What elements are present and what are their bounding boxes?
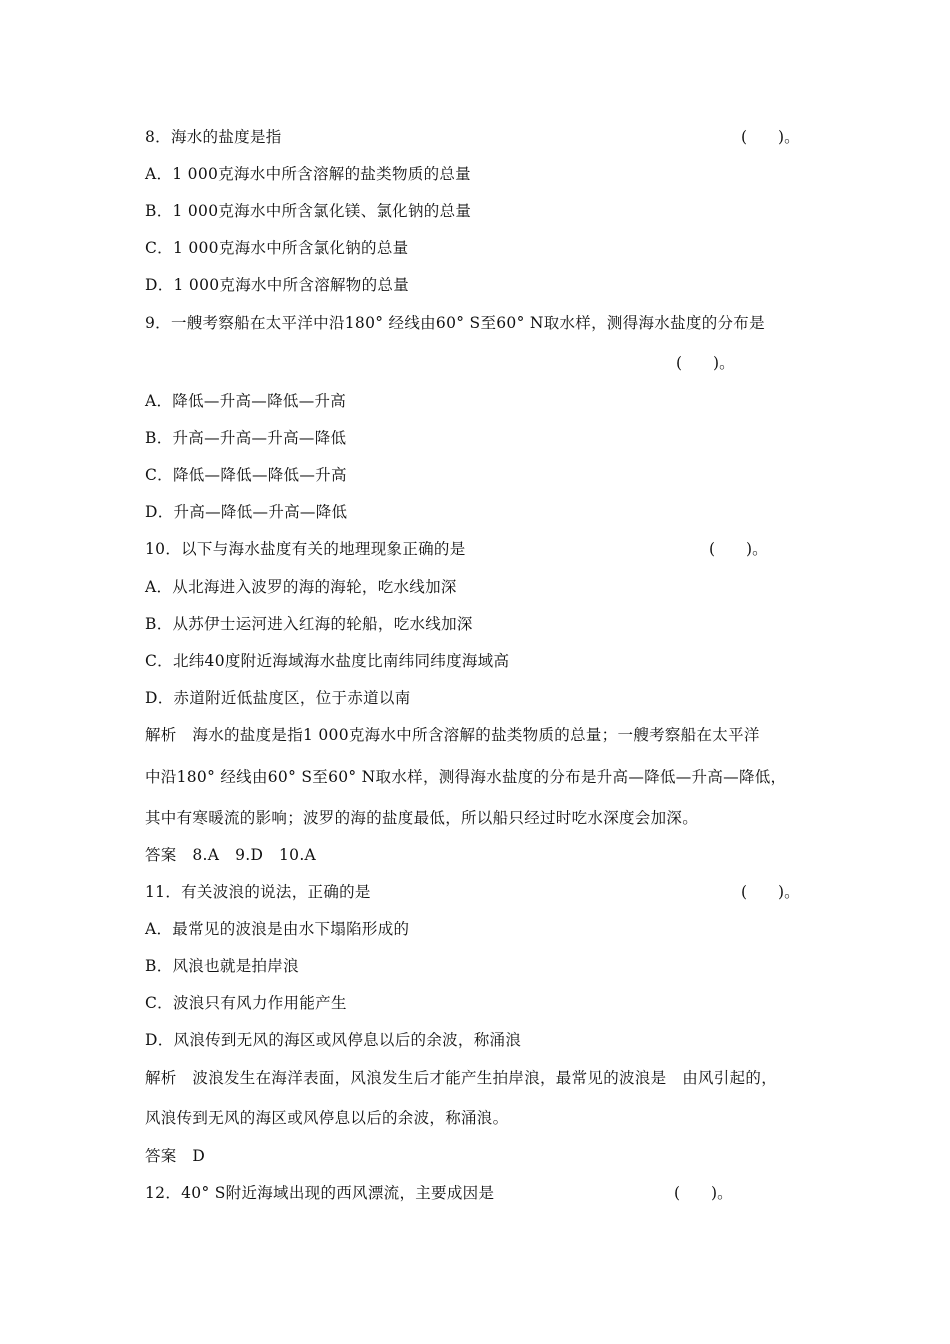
answer-1: 答案 8.A 9.D 10.A — [145, 846, 317, 864]
question-10-option-a: A．从北海进入波罗的海的海轮，吃水线加深 — [145, 578, 457, 596]
question-8-option-d: D．1 000克海水中所含溶解物的总量 — [145, 276, 410, 294]
question-8-option-c: C．1 000克海水中所含氯化钠的总量 — [145, 239, 409, 257]
question-9-answer-bracket: ( )。 — [676, 354, 735, 372]
question-10-option-d: D．赤道附近低盐度区，位于赤道以南 — [145, 689, 411, 707]
question-8-answer-bracket: ( )。 — [741, 128, 800, 146]
question-12-answer-bracket: ( )。 — [674, 1184, 733, 1202]
analysis-1-line-1: 解析 海水的盐度是指1 000克海水中所含溶解的盐类物质的总量；一艘考察船在太平洋 — [145, 726, 760, 744]
question-11-option-b: B．风浪也就是拍岸浪 — [145, 957, 299, 975]
question-11-option-c: C．波浪只有风力作用能产生 — [145, 994, 347, 1012]
question-10-stem: 10．以下与海水盐度有关的地理现象正确的是 — [145, 540, 466, 558]
question-9-stem: 9．一艘考察船在太平洋中沿180° 经线由60° S至60° N取水样，测得海水盐度的分布是 — [145, 314, 765, 332]
question-10-answer-bracket: ( )。 — [709, 540, 768, 558]
question-11-answer-bracket: ( )。 — [741, 883, 800, 901]
question-9-option-d: D．升高—降低—升高—降低 — [145, 503, 348, 521]
question-8-option-a: A．1 000克海水中所含溶解的盐类物质的总量 — [145, 165, 471, 183]
analysis-1-line-3: 其中有寒暖流的影响；波罗的海的盐度最低，所以船只经过时吃水深度会加深。 — [145, 809, 699, 827]
analysis-1-line-2: 中沿180° 经线由60° S至60° N取水样，测得海水盐度的分布是升高—降低—升高—降低， — [145, 768, 787, 786]
question-9-option-b: B．升高—升高—升高—降低 — [145, 429, 347, 447]
question-11-option-d: D．风浪传到无风的海区或风停息以后的余波，称涌浪 — [145, 1031, 522, 1049]
question-11-stem: 11．有关波浪的说法，正确的是 — [145, 883, 371, 901]
question-9-option-c: C．降低—降低—降低—升高 — [145, 466, 347, 484]
analysis-2-line-2: 风浪传到无风的海区或风停息以后的余波，称涌浪。 — [145, 1109, 509, 1127]
question-8-stem: 8．海水的盐度是指 — [145, 128, 282, 146]
question-9-option-a: A．降低—升高—降低—升高 — [145, 392, 347, 410]
analysis-2-line-1: 解析 波浪发生在海洋表面，风浪发生后才能产生拍岸浪，最常见的波浪是 由风引起的， — [145, 1069, 778, 1087]
question-11-option-a: A．最常见的波浪是由水下塌陷形成的 — [145, 920, 410, 938]
question-10-option-b: B．从苏伊士运河进入红海的轮船，吃水线加深 — [145, 615, 473, 633]
answer-2: 答案 D — [145, 1147, 206, 1165]
question-12-stem: 12．40° S附近海域出现的西风漂流，主要成因是 — [145, 1184, 495, 1202]
question-8-option-b: B．1 000克海水中所含氯化镁、氯化钠的总量 — [145, 202, 472, 220]
question-10-option-c: C．北纬40度附近海域海水盐度比南纬同纬度海域高 — [145, 652, 510, 670]
